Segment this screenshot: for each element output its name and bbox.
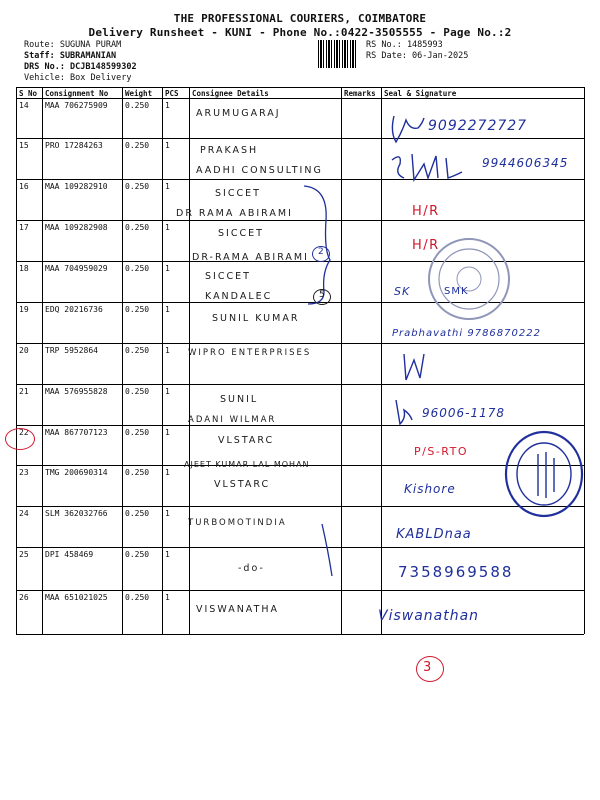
col-header-remarks: Remarks [342,88,382,99]
handwritten-consignee: ARUMUGARAJ [196,108,281,119]
weight-cell: 0.250 [123,262,163,303]
rs-number: RS No.: 1485993 [366,40,443,50]
remarks-cell [342,385,382,426]
remarks-cell [342,180,382,221]
handwritten-consignee: VLSTARC [214,479,271,490]
consignment-cell: MAA 704959029 [43,262,123,303]
drs-number: DRS No.: DCJB148599302 [24,62,137,72]
sno-cell: 18 [17,262,43,303]
remarks-cell [342,99,382,139]
college-seal [502,428,586,520]
pcs-cell: 1 [163,344,190,385]
table-bottom-line [16,634,584,635]
remarks-cell [342,221,382,262]
sno-cell: 20 [17,344,43,385]
route-label: Route: SUGUNA PURAM [24,40,122,50]
consignment-cell: EDQ 20216736 [43,303,123,344]
vehicle-label: Vehicle: Box Delivery [24,73,132,83]
consignment-cell: MAA 576955828 [43,385,123,426]
consignment-cell: MAA 109282910 [43,180,123,221]
sno-cell: 23 [17,466,43,507]
handwritten-consignee: AJEET KUMAR LAL MOHAN [184,460,310,469]
pcs-cell: 1 [163,221,190,262]
weight-cell: 0.250 [123,385,163,426]
col-header-consignee: Consignee Details [190,88,342,99]
remark-returned: P/S-RTO [414,445,469,458]
weight-cell: 0.250 [123,507,163,548]
row-mark: 2 [318,247,325,257]
sno-cell: 14 [17,99,43,139]
col-header-consignment: Consignment No [43,88,123,99]
col-header-pcs: PCS [163,88,190,99]
signature-name-phone: Prabhavathi 9786870222 [392,328,541,339]
consignment-cell: MAA 706275909 [43,99,123,139]
weight-cell: 0.250 [123,426,163,466]
handwritten-consignee: SICCET [205,271,251,282]
handwritten-consignee: VLSTARC [218,435,275,446]
consignment-cell: MAA 109282908 [43,221,123,262]
row-mark: 5 [319,290,327,300]
handwritten-consignee: ADANI WILMAR [188,415,277,425]
weight-cell: 0.250 [123,548,163,591]
signature-scrawl: SK [394,285,411,298]
consignment-cell: MAA 651021025 [43,591,123,634]
weight-cell: 0.250 [123,344,163,385]
weight-cell: 0.250 [123,303,163,344]
col-header-sno: S No [17,88,43,99]
handwritten-consignee: -do- [238,563,265,574]
pcs-cell: 1 [163,591,190,634]
signature-name: KABLDnaa [396,527,472,542]
handwritten-consignee: SUNIL [220,394,259,405]
col-header-weight: Weight [123,88,163,99]
signature-name: Viswanathan [378,608,480,624]
sno-cell: 15 [17,139,43,180]
signature-phone: 9944606345 [482,156,569,170]
page-mark: 3 [423,660,433,675]
signature-phone: 96006-1178 [422,406,506,420]
signature-scrawl: Kishore [404,482,456,496]
page-subtitle: Delivery Runsheet - KUNI - Phone No.:0422-3505555 - Page No.:2 [88,26,512,39]
sno-cell: 22 [17,426,43,466]
sno-cell: 26 [17,591,43,634]
barcode [318,40,358,68]
handwritten-consignee: KANDALEC [205,291,273,302]
table-row [17,507,585,548]
receipt-stamp [424,234,514,324]
remarks-cell [342,262,382,303]
weight-cell: 0.250 [123,591,163,634]
pcs-cell: 1 [163,548,190,591]
pcs-cell: 1 [163,139,190,180]
sno-cell: 25 [17,548,43,591]
signature-mark [388,150,468,184]
weight-cell: 0.250 [123,99,163,139]
rs-date: RS Date: 06-Jan-2025 [366,51,469,61]
consignment-cell: SLM 362032766 [43,507,123,548]
pcs-cell: 1 [163,426,190,466]
consignment-cell: TRP 5952864 [43,344,123,385]
remarks-cell [342,466,382,507]
signature-mark [392,398,416,428]
sno-cell: 16 [17,180,43,221]
handwritten-consignee: DR-RAMA ABIRAMI [192,252,309,263]
pcs-cell: 1 [163,303,190,344]
table-header-row [17,88,585,99]
pen-stroke [318,520,338,580]
weight-cell: 0.250 [123,221,163,262]
page-title: THE PROFESSIONAL COURIERS, COIMBATORE [173,12,427,25]
row-mark-ring [312,246,330,262]
weight-cell: 0.250 [123,466,163,507]
sno-cell: 19 [17,303,43,344]
table-row [17,466,585,507]
weight-cell: 0.250 [123,139,163,180]
handwritten-consignee: AADHI CONSULTING [196,165,323,176]
staff-label: Staff: SUBRAMANIAN [24,51,117,61]
handwritten-consignee: VISWANATHA [196,604,280,615]
consignment-cell: DPI 458469 [43,548,123,591]
signature-phone: 7358969588 [398,563,514,581]
sno-cell: 21 [17,385,43,426]
row-mark-ring [313,289,331,305]
remarks-cell [342,344,382,385]
signature-mark [388,112,428,146]
handwritten-consignee: TURBOMOTINDIA [188,518,287,528]
signature-mark [400,350,430,384]
pcs-cell: 1 [163,507,190,548]
pcs-cell: 1 [163,385,190,426]
remarks-cell [342,426,382,466]
remarks-cell [342,139,382,180]
handwritten-consignee: DR RAMA ABIRAMI [176,208,293,219]
consignment-cell: MAA 867707123 [43,426,123,466]
consignment-cell: TMG 200690314 [43,466,123,507]
pcs-cell: 1 [163,466,190,507]
handwritten-consignee: SICCET [215,188,261,199]
row-highlight-ring [5,428,35,450]
handwritten-consignee: PRAKASH [200,145,259,156]
signature-phone: 9092272727 [428,118,528,134]
sno-cell: 17 [17,221,43,262]
col-header-seal: Seal & Signature [382,88,585,99]
pcs-cell: 1 [163,180,190,221]
pcs-cell: 1 [163,262,190,303]
pcs-cell: 1 [163,99,190,139]
remarks-cell [342,303,382,344]
handwritten-consignee: WIPRO ENTERPRISES [188,348,312,358]
consignment-cell: PRO 17284263 [43,139,123,180]
remark-hr: H/R [412,204,440,219]
remarks-cell [342,507,382,548]
remarks-cell [342,548,382,591]
signature-scrawl: SMK [444,286,469,297]
remarks-cell [342,591,382,634]
sno-cell: 24 [17,507,43,548]
weight-cell: 0.250 [123,180,163,221]
table-row [17,591,585,634]
handwritten-consignee: SICCET [218,228,264,239]
handwritten-consignee: SUNIL KUMAR [212,313,300,324]
remark-hr: H/R [412,238,440,253]
